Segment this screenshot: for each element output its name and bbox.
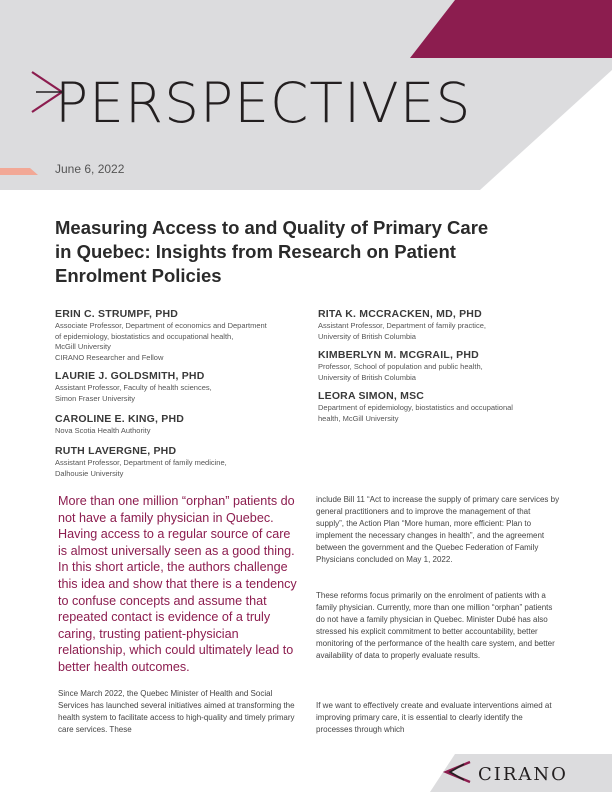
affiliation-line: health, McGill University: [318, 413, 399, 423]
body-paragraph: Since March 2022, the Quebec Minister of Health and Social Services has launched several initiatives aimed at transforming the health system to facilitate access to high-quality and timely primary care services. These: [58, 689, 295, 734]
affiliation-line: of epidemiology, biostatistics and occupational health,: [55, 331, 234, 341]
affiliation-line: Nova Scotia Health Authority: [55, 426, 151, 435]
author-name: LEORA SIMON, MSC: [318, 390, 425, 402]
affiliation-line: Associate Professor, Department of economics and Department: [55, 321, 267, 330]
author-name: CAROLINE E. KING, PHD: [55, 413, 185, 425]
affiliation-line: Department of epidemiology, biostatistics and occupational: [318, 403, 513, 412]
author-name: KIMBERLYN M. MCGRAIL, PHD: [318, 349, 479, 361]
author-block: [55, 370, 315, 404]
cirano-logo-text: CIRANO: [478, 764, 568, 785]
author-affiliation: [55, 426, 315, 437]
cirano-logo-mark: [440, 758, 474, 786]
affiliation-line: Dalhousie University: [55, 468, 124, 478]
author-block: [318, 308, 578, 342]
author-block: [55, 308, 315, 363]
author-name: RUTH LAVERGNE, PHD: [55, 445, 177, 457]
publication-date: June 6, 2022: [55, 162, 125, 176]
author-block: [55, 445, 315, 479]
author-affiliation: [318, 362, 578, 383]
lead-paragraph: More than one million “orphan” patients do not have a family physician in Quebec. Having access to a regular source of care is almost universally seen as a good thing. In this short article, the authors challenge this idea and show that there is a tendency to confuse concepts and assume that repeated contact is evidence of a truly caring, trusting patient-physician relationship, which could ultimately lead to better health outcomes.: [58, 494, 297, 674]
author-name: ERIN C. STRUMPF, PHD: [55, 308, 179, 320]
affiliation-line: McGill University: [55, 342, 111, 351]
body-paragraph: These reforms focus primarily on the enrolment of patients with a family physician. Currently, more than one million “orphan” patients do not have a family physician in Quebec. Minister Dubé has also stressed his explicit commitment to better accountability, better monitoring of the performance of the health care system, and better availability of data to properly evaluate results.: [316, 591, 555, 660]
affiliation-line: University of British Columbia: [318, 372, 416, 382]
affiliation-line: CIRANO Researcher and Fellow: [55, 352, 164, 362]
author-affiliation: [318, 321, 578, 342]
affiliation-line: Assistant Professor, Faculty of health sciences,: [55, 383, 212, 392]
author-affiliation: [55, 458, 315, 479]
affiliation-line: Assistant Professor, Department of family practice,: [318, 321, 486, 330]
affiliation-line: Assistant Professor, Department of family medicine,: [55, 458, 227, 467]
author-block: [318, 349, 578, 383]
body-paragraph: include Bill 11 “Act to increase the supply of primary care services by general practitioners and to improve the management of that supply”, the Action Plan “More human, more efficient: Plan to implement the necessary changes in health”, and the agreement between the government and the Quebec Federation of Family Physicians concluded on May 1, 2022.: [316, 495, 560, 564]
author-affiliation: [318, 403, 578, 424]
affiliation-line: Simon Fraser University: [55, 393, 136, 403]
body-paragraph: If we want to effectively create and evaluate interventions aimed at improving primary care, it is essential to clearly identify the processes through which: [316, 701, 552, 734]
affiliation-line: University of British Columbia: [318, 331, 416, 341]
masthead-title: PERSPECTIVES: [55, 71, 472, 135]
affiliation-line: Professor, School of population and public health,: [318, 362, 483, 371]
author-affiliation: [55, 321, 315, 363]
author-affiliation: [55, 383, 315, 404]
author-name: LAURIE J. GOLDSMITH, PHD: [55, 370, 205, 382]
author-name: RITA K. MCCRACKEN, MD, PHD: [318, 308, 482, 320]
article-title: Measuring Access to and Quality of Primary Care in Quebec: Insights from Research on Patient Enrolment Policies: [55, 217, 489, 286]
author-block: [55, 413, 315, 437]
author-block: [318, 390, 578, 424]
